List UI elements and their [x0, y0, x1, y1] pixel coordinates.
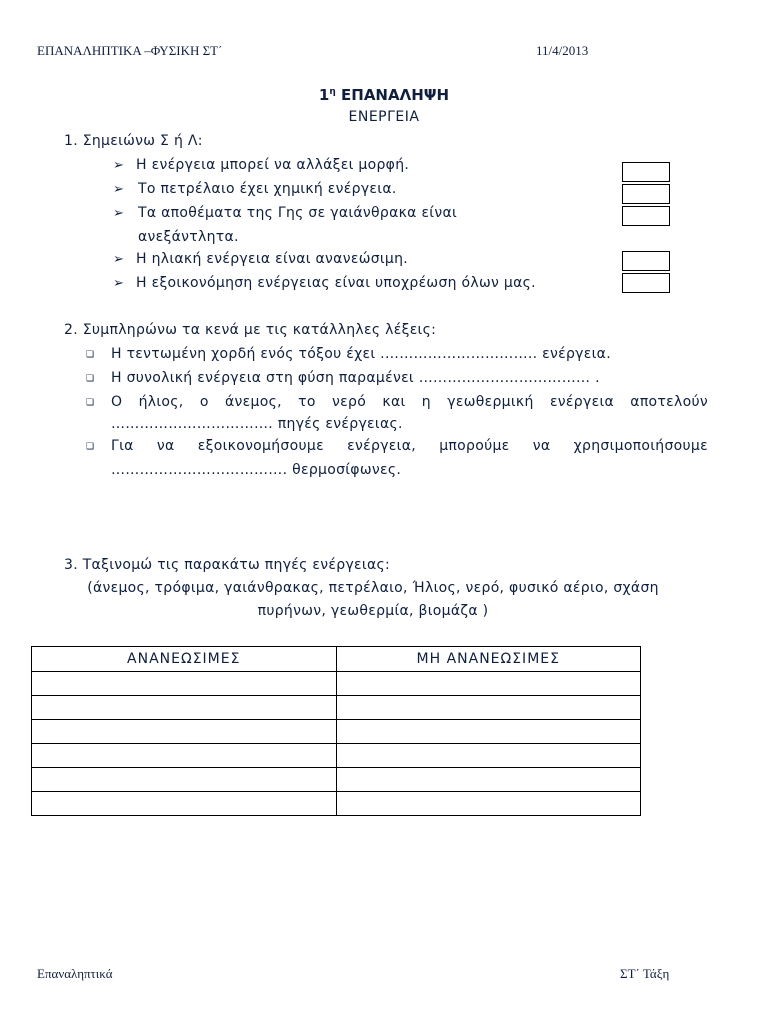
square-bullet-icon: ❑: [86, 442, 95, 452]
arrow-bullet-icon: ➢: [113, 206, 124, 221]
header-subject: ΕΠΑΝΑΛΗΠΤΙΚΑ –ΦΥΣΙΚΗ ΣΤ΄: [37, 43, 223, 58]
title-text: ΕΠΑΝΑΛΗΨΗ: [341, 86, 450, 104]
q1-item: Τα αποθέματα της Γης σε γαιάνθρακα είναι: [138, 205, 458, 221]
classification-table: [31, 646, 641, 816]
table-cell[interactable]: [32, 792, 337, 816]
q2-heading: 2. Συμπληρώνω τα κενά με τις κατάλληλες λέξεις:: [64, 322, 437, 338]
answer-box[interactable]: [622, 206, 670, 226]
q1-item: Η ενέργεια μπορεί να αλλάξει μορφή.: [136, 157, 410, 173]
table-row: [32, 672, 641, 696]
page-title: [0, 86, 768, 104]
title-sup: η: [329, 87, 336, 97]
table-cell[interactable]: [336, 792, 641, 816]
q1-heading: 1. Σημειώνω Σ ή Λ:: [64, 133, 203, 149]
table-header-row: [32, 647, 641, 672]
q1-item-continuation: ανεξάντλητα.: [138, 229, 239, 245]
q2-item: Η τεντωμένη χορδή ενός τόξου έχει .………………………….. ενέργεια.: [111, 346, 611, 362]
table-row: [32, 792, 641, 816]
table-cell[interactable]: [336, 744, 641, 768]
q3-sources-list-continuation: πυρήνων, γεωθερμία, βιομάζα ): [257, 603, 489, 619]
footer-left: Επαναληπτικά: [37, 966, 113, 981]
q1-item: Η ηλιακή ενέργεια είναι ανανεώσιμη.: [136, 251, 409, 267]
table-cell[interactable]: [32, 744, 337, 768]
q2-item: Για να εξοικονομήσουμε ενέργεια, μπορούμε να χρησιμοποιήσουμε: [111, 438, 708, 454]
q3-heading: 3. Ταξινομώ τις παρακάτω πηγές ενέργειας:: [64, 557, 391, 573]
table-cell[interactable]: [32, 768, 337, 792]
footer-right: ΣΤ΄ Τάξη: [620, 966, 670, 981]
arrow-bullet-icon: ➢: [113, 276, 124, 291]
table-cell[interactable]: [336, 696, 641, 720]
answer-box[interactable]: [622, 162, 670, 182]
table-row: [32, 720, 641, 744]
answer-box[interactable]: [622, 251, 670, 271]
square-bullet-icon: ❑: [86, 350, 95, 360]
arrow-bullet-icon: ➢: [113, 158, 124, 173]
header-date: 11/4/2013: [536, 43, 589, 58]
page-subtitle: ΕΝΕΡΓΕΙΑ: [348, 109, 420, 125]
table-cell[interactable]: [32, 672, 337, 696]
title-number: 1: [318, 86, 330, 104]
table-cell[interactable]: [336, 720, 641, 744]
table-cell[interactable]: [336, 768, 641, 792]
table-cell[interactable]: [32, 720, 337, 744]
arrow-bullet-icon: ➢: [113, 252, 124, 267]
column-header-renewable: ΑΝΑΝΕΩΣΙΜΕΣ: [32, 647, 337, 672]
q2-item: Η συνολική ενέργεια στη φύση παραμένει ……………………………… .: [111, 370, 600, 386]
arrow-bullet-icon: ➢: [113, 182, 124, 197]
answer-box[interactable]: [622, 273, 670, 293]
q1-item: Η εξοικονόμηση ενέργειας είναι υποχρέωση όλων μας.: [136, 275, 536, 291]
q2-item: Ο ήλιος, ο άνεμος, το νερό και η γεωθερμική ενέργεια αποτελούν: [111, 394, 708, 410]
table-cell[interactable]: [336, 672, 641, 696]
q2-item-continuation: ……………………………. πηγές ενέργειας.: [111, 416, 403, 432]
q3-sources-list: (άνεμος, τρόφιμα, γαιάνθρακας, πετρέλαιο, Ήλιος, νερό, φυσικό αέριο, σχάση: [87, 580, 659, 596]
table-cell[interactable]: [32, 696, 337, 720]
column-header-nonrenewable: ΜΗ ΑΝΑΝΕΩΣΙΜΕΣ: [336, 647, 641, 672]
answer-box[interactable]: [622, 184, 670, 204]
square-bullet-icon: ❑: [86, 374, 95, 384]
table-row: [32, 744, 641, 768]
q2-item-continuation: ………………………………. θερμοσίφωνες.: [111, 462, 402, 478]
table-row: [32, 768, 641, 792]
q1-item: Το πετρέλαιο έχει χημική ενέργεια.: [138, 181, 397, 197]
square-bullet-icon: ❑: [86, 398, 95, 408]
table-row: [32, 696, 641, 720]
